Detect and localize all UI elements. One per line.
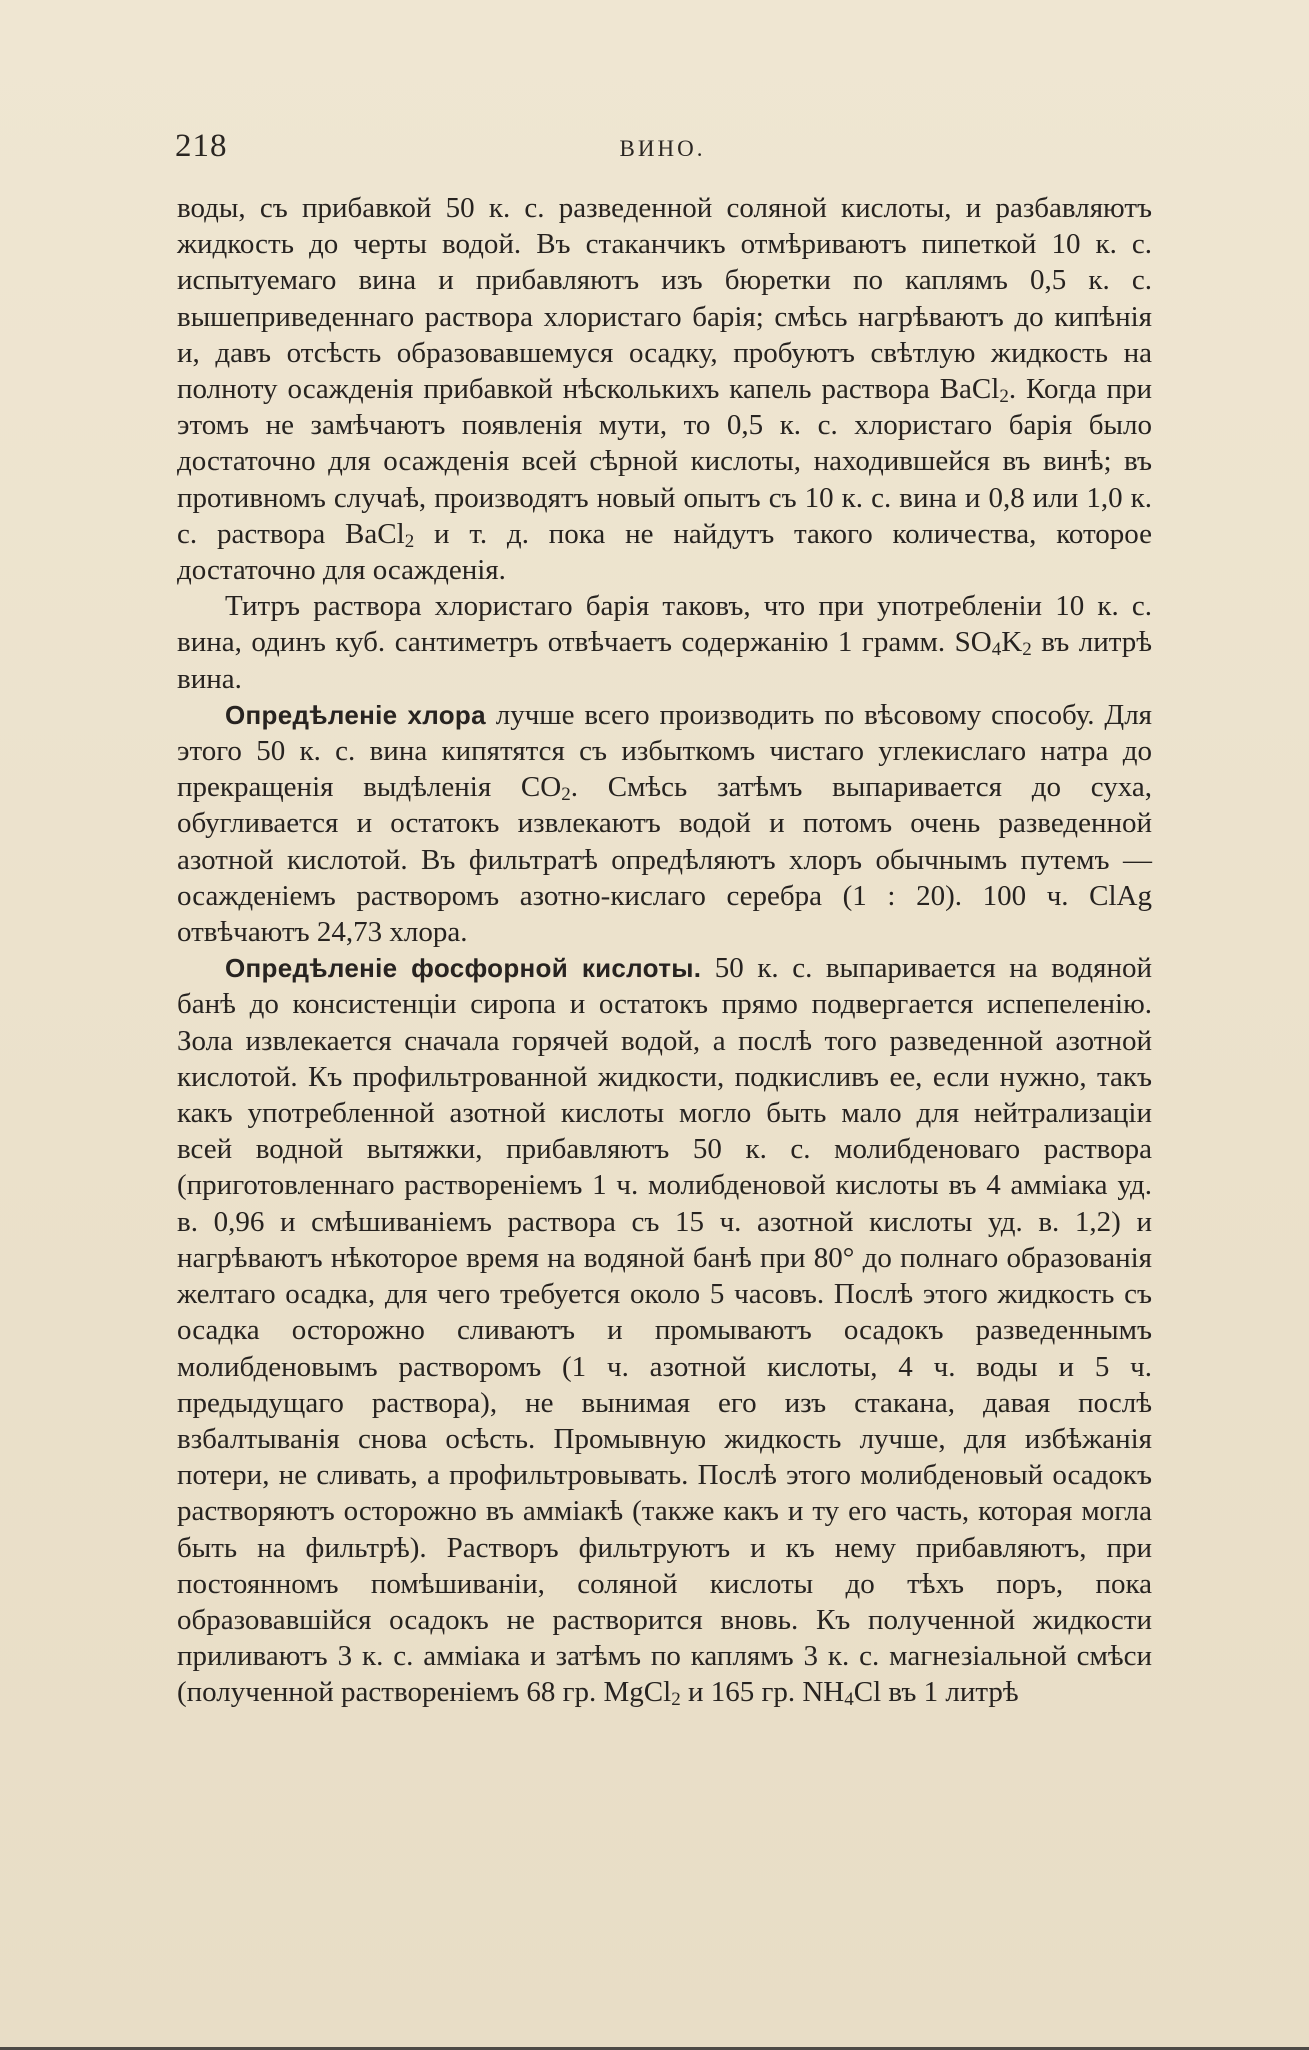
page-header — [175, 128, 1150, 168]
running-title: ВИНО. — [619, 136, 706, 161]
section-heading-phosphoric-acid: Опредѣленіе фосфорной кислоты. — [225, 953, 702, 984]
section-heading-chlorine: Опредѣленіе хлора — [225, 699, 486, 730]
page-number: 218 — [175, 128, 228, 164]
body-text — [177, 190, 1152, 1711]
paragraph-barium-titration: воды, съ прибавкой 50 к. с. разведенной соляной кислоты, и разбавляютъ жидкость до черты водой. Въ стаканчикъ отмѣриваютъ пипеткой 10 к. с. испытуемаго вина и прибавляютъ изъ бюретки по каплямъ 0,5 к. с. вышеприведеннаго раствора хлористаго барія; смѣсь нагрѣваютъ до кипѣнія и, давъ отсѣсть образовавшемуся осадку, пробуютъ свѣтлую жидкость на полноту осажденія прибавкой нѣсколькихъ капель раствора BaCl$_2$. Когда при этомъ не замѣчаютъ появленія мути, то 0,5 к. с. хлористаго барія было достаточно для осажденія всей сѣрной кислоты, находившейся въ винѣ; въ противномъ случаѣ, производятъ новый опытъ съ 10 к. с. вина и 0,8 или 1,0 к. с. раствора BaCl$_2$ и т. д. пока не найдутъ такого количества, которое достаточно для осажденія. — [177, 192, 1153, 587]
paragraph-chlorine: Опредѣленіе хлора лучше всего производить по вѣсовому способу. Для этого 50 к. с. вина кипятятся съ избыткомъ чистаго углекислаго натра до прекращенія выдѣленія $CO_2$. Смѣсь затѣмъ выпаривается до суха, обугливается и остатокъ извлекаютъ водой и потомъ очень разведенной азотной кислотой. Въ фильтратѣ опредѣляютъ хлоръ обычнымъ путемъ — осажденіемъ растворомъ азотно-кислаго серебра (1 : 20). 100 ч. ClAg отвѣчаютъ 24,73 хлора. — [177, 698, 1153, 949]
paragraph-phosphoric-acid: Опредѣленіе фосфорной кислоты. 50 к. с. выпаривается на водяной банѣ до консистенціи сиропа и остатокъ прямо подвергается испепеленію. Зола извлекается сначала горячей водой, а послѣ того разведенной азотной кислотой. Къ профильтрованной жидкости, подкисливъ ее, если нужно, такъ какъ употребленной азотной кислоты могло быть мало для нейтрализаціи всей водной вытяжки, прибавляютъ 50 к. с. молибденоваго раствора (приготовленнаго раствореніемъ 1 ч. молибденовой кислоты въ 4 амміака уд. в. 0,96 и смѣшиваніемъ раствора съ 15 ч. азотной кислоты уд. в. 1,2) и нагрѣваютъ нѣкоторое время на водяной банѣ при 80° до полнаго образованія желтаго осадка, для чего требуется около 5 часовъ. Послѣ этого жидкость съ осадка осторожно сливаютъ и промываютъ осадокъ разведеннымъ молибденовымъ растворомъ (1 ч. азотной кислоты, 4 ч. воды и 5 ч. предыдущаго раствора), не вынимая его изъ стакана, давая послѣ взбалтыванія снова осѣсть. Промывную жидкость лучше, для избѣжанія потери, не сливать, а профильтровывать. Послѣ этого молибденовый осадокъ растворяютъ осторожно въ амміакѣ (также какъ и ту его часть, которая могла быть на фильтрѣ). Растворъ фильтруютъ и къ нему прибавляютъ, при постоянномъ помѣшиваніи, соляной кислоты до тѣхъ поръ, пока образовавшійся осадокъ не растворится вновь. Къ полученной жидкости приливаютъ 3 к. с. амміака и затѣмъ по каплямъ 3 к. с. магнезіальной смѣси (полученной раствореніемъ 68 гр. MgCl$_2$ и 165 гр. $NH_4Cl$ въ 1 литрѣ — [177, 952, 1152, 1711]
paragraph-titer: Титръ раствора хлористаго барія таковъ, что при употребленіи 10 к. с. вина, одинъ куб. сантиметръ отвѣчаетъ содержанію 1 грамм. $SO_4K_2$ въ литрѣ вина. — [177, 590, 1152, 695]
